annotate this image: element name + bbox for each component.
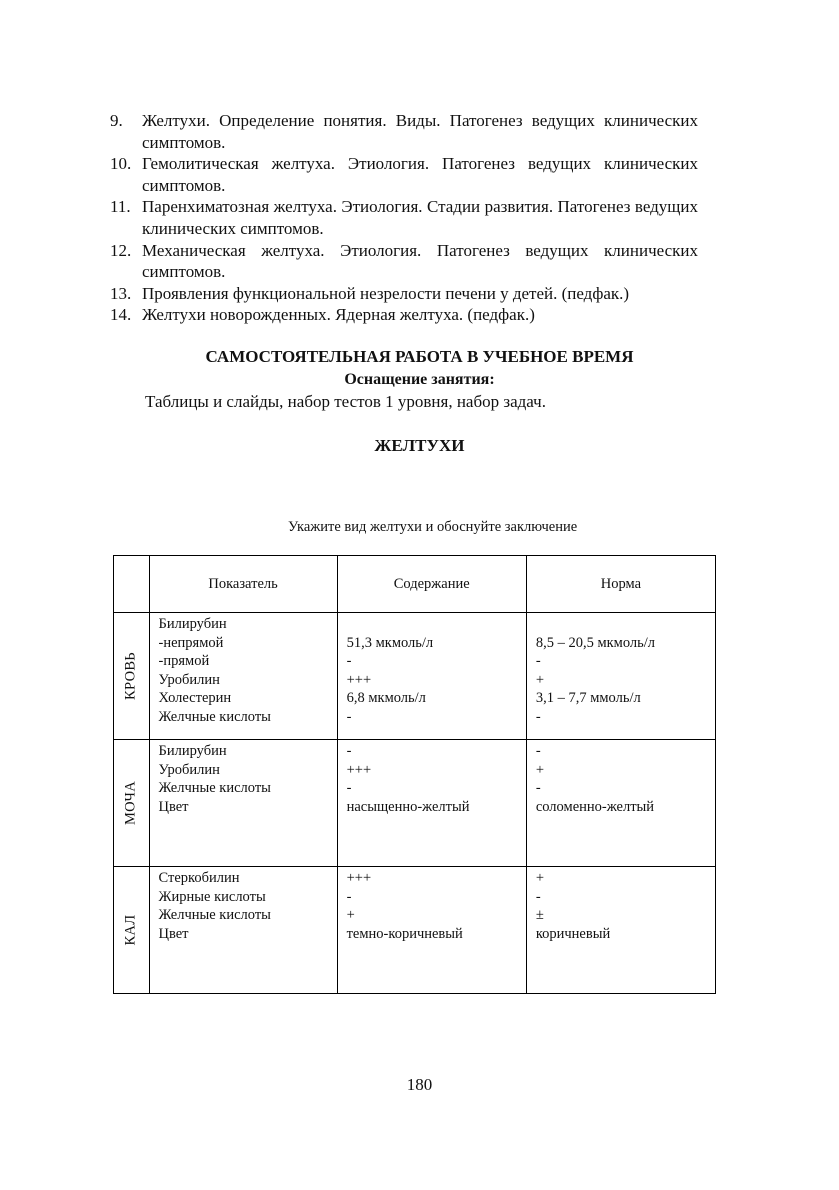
equipment-text: Таблицы и слайды, набор тестов 1 уровня, набор задач.: [145, 392, 546, 411]
indicator-cell: [149, 740, 337, 867]
norm-cell: [526, 867, 715, 994]
group-label-cell: [114, 613, 150, 740]
norm-value: [536, 615, 715, 634]
list-item-number: 11.: [110, 197, 131, 217]
topic-title: ЖЕЛТУХИ: [374, 436, 465, 455]
norm-cell: [526, 740, 715, 867]
table-row: [114, 867, 716, 994]
list-item-text: Желтухи. Определение понятия. Виды. Патогенез ведущих клинических симптомов.: [142, 111, 698, 152]
indicator: Уробилин: [158, 671, 220, 688]
list-item-number: 9.: [110, 111, 123, 130]
norm-value: соломенно-желтый: [535, 798, 655, 815]
list-item-number: 13.: [110, 283, 132, 303]
content-value: темно-коричневый: [346, 925, 463, 942]
content-value: +: [346, 907, 355, 924]
group-label-cell: [114, 867, 150, 994]
indicator-cell: [149, 613, 337, 740]
table-header-cell: Содержание: [337, 556, 526, 613]
content-value: -: [346, 888, 352, 905]
content-value: +++: [346, 671, 372, 688]
group-label: МОЧА: [122, 780, 139, 826]
norm-value: +: [535, 761, 544, 778]
list-item: [110, 240, 698, 283]
indicator: Холестерин: [158, 690, 232, 707]
list-item-number: 12.: [110, 240, 132, 260]
content-value: 6,8 мкмоль/л: [346, 690, 426, 707]
content-value: [347, 615, 526, 634]
group-label-cell: [114, 740, 150, 867]
indicator: -прямой: [158, 653, 210, 670]
list-item-text: Проявления функциональной незрелости печени у детей. (педфак.): [142, 283, 630, 303]
list-item: [110, 283, 698, 305]
norm-value: ±: [535, 907, 544, 924]
table-header-cell: Норма: [526, 556, 715, 613]
content-value: насыщенно-желтый: [346, 798, 470, 815]
indicator: Желчные кислоты: [158, 780, 271, 797]
content-value: -: [346, 708, 352, 725]
lab-results-table: [113, 555, 716, 994]
norm-value: -: [535, 743, 541, 759]
indicator: Билирубин: [158, 743, 227, 759]
content-cell: [337, 740, 526, 867]
table-header-row: [114, 556, 716, 613]
list-item-text: Механическая желтуха. Этиология. Патогенез ведущих клинических симптомов.: [142, 240, 698, 282]
list-item-text: Паренхиматозная желтуха. Этиология. Стадии развития. Патогенез ведущих клинических симптомов.: [142, 197, 698, 238]
table-header-cell: [114, 556, 150, 613]
table-row: [114, 740, 716, 867]
table-row: [114, 613, 716, 740]
content-value: -: [346, 653, 352, 670]
content-value: -: [346, 743, 352, 759]
page-number: 180: [406, 1075, 433, 1094]
indicator: Цвет: [158, 798, 189, 815]
instruction-text: Укажите вид желтухи и обоснуйте заключение: [288, 519, 578, 535]
content-value: -: [346, 780, 352, 797]
indicator: Желчные кислоты: [158, 708, 271, 725]
norm-value: +: [535, 870, 544, 886]
content-value: +++: [346, 761, 372, 778]
indicator: -непрямой: [158, 634, 224, 651]
list-item: [110, 153, 698, 196]
norm-value: -: [535, 708, 541, 725]
table-header-cell: Показатель: [149, 556, 337, 613]
content-value: +++: [346, 870, 372, 886]
norm-cell: [526, 613, 715, 740]
content-value: 51,3 мкмоль/л: [346, 634, 434, 651]
norm-value: коричневый: [535, 925, 611, 942]
list-item: [110, 110, 698, 153]
norm-value: -: [535, 780, 541, 797]
indicator: Жирные кислоты: [158, 888, 266, 905]
list-item-number: 14.: [110, 305, 132, 325]
list-item: [110, 196, 698, 239]
indicator: Билирубин: [158, 616, 227, 632]
group-label: КРОВЬ: [122, 652, 139, 700]
list-item: [110, 304, 698, 326]
norm-value: -: [535, 888, 541, 905]
norm-value: 8,5 – 20,5 мкмоль/л: [535, 634, 656, 651]
indicator: Желчные кислоты: [158, 907, 271, 924]
norm-value: -: [535, 653, 541, 670]
content-cell: [337, 867, 526, 994]
group-label: КАЛ: [122, 914, 139, 946]
norm-value: 3,1 – 7,7 ммоль/л: [535, 690, 641, 707]
indicator: Уробилин: [158, 761, 220, 778]
content-cell: [337, 613, 526, 740]
indicator-cell: [149, 867, 337, 994]
list-item-text: Желтухи новорожденных. Ядерная желтуха. (педфак.): [142, 305, 535, 325]
indicator: Цвет: [158, 925, 189, 942]
section-title: САМОСТОЯТЕЛЬНАЯ РАБОТА В УЧЕБНОЕ ВРЕМЯ: [205, 347, 634, 366]
question-list: [110, 110, 698, 326]
indicator: Стеркобилин: [158, 870, 240, 886]
equipment-title: Оснащение занятия:: [344, 371, 495, 388]
list-item-text: Гемолитическая желтуха. Этиология. Патогенез ведущих клинических симптомов.: [142, 154, 698, 195]
list-item-number: 10.: [110, 154, 132, 174]
norm-value: +: [535, 671, 544, 688]
